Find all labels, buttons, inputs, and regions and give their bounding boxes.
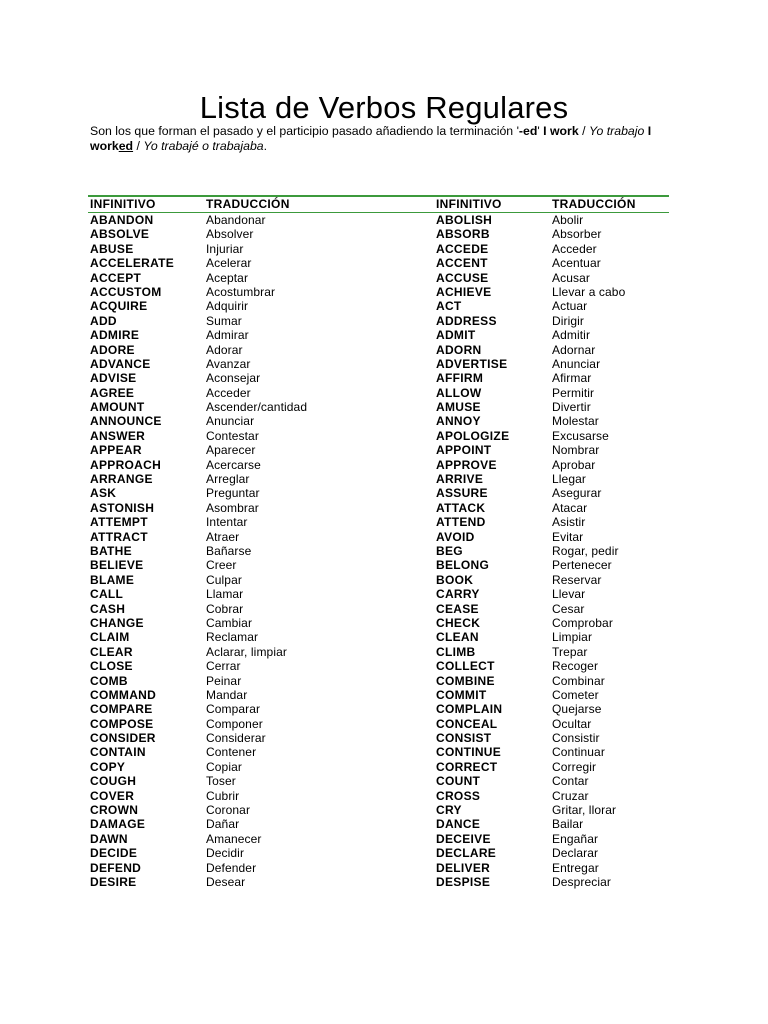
verb-infinitive-left: ADD bbox=[90, 313, 117, 328]
verb-translation-left: Injuriar bbox=[206, 241, 244, 256]
verb-translation-left: Aparecer bbox=[206, 443, 256, 458]
page-title: Lista de Verbos Regulares bbox=[199, 90, 569, 125]
verb-infinitive-left: ATTRACT bbox=[90, 529, 148, 544]
table-row bbox=[88, 745, 669, 759]
verb-translation-left: Acercarse bbox=[206, 457, 261, 472]
verb-infinitive-right: COUNT bbox=[436, 774, 481, 789]
verb-infinitive-left: COMMAND bbox=[90, 687, 157, 702]
verb-infinitive-left: COUGH bbox=[90, 774, 137, 789]
verb-infinitive-right: DESPISE bbox=[436, 874, 491, 889]
verb-translation-right: Rogar, pedir bbox=[552, 543, 619, 558]
verb-translation-left: Coronar bbox=[206, 803, 251, 818]
table-row bbox=[88, 789, 669, 803]
verb-infinitive-right: ARRIVE bbox=[436, 472, 484, 487]
verb-translation-right: Adornar bbox=[552, 342, 596, 357]
header-infinitive-left: INFINITIVO bbox=[90, 197, 156, 211]
intro-text-1: Son los que forman el pasado y el participio pasado añadiendo la terminación ' bbox=[90, 124, 519, 138]
verb-infinitive-right: BEG bbox=[436, 543, 463, 558]
verb-translation-right: Entregar bbox=[552, 860, 599, 875]
verb-infinitive-right: COLLECT bbox=[436, 659, 495, 674]
verb-translation-left: Mandar bbox=[206, 687, 248, 702]
verb-infinitive-left: ADVANCE bbox=[90, 356, 151, 371]
table-row bbox=[88, 616, 669, 630]
verb-infinitive-right: ADORN bbox=[436, 342, 482, 357]
verb-translation-left: Acceder bbox=[206, 385, 251, 400]
verb-infinitive-left: ABSOLVE bbox=[90, 227, 150, 242]
table-row bbox=[88, 299, 669, 313]
verb-translation-right: Divertir bbox=[552, 400, 591, 415]
table-row bbox=[88, 573, 669, 587]
verb-infinitive-left: COVER bbox=[90, 788, 135, 803]
verbs-table bbox=[88, 195, 669, 889]
table-row bbox=[88, 861, 669, 875]
intro-ending-ed: -ed bbox=[518, 124, 538, 138]
verb-infinitive-right: CLIMB bbox=[436, 644, 476, 659]
verb-translation-left: Dañar bbox=[206, 817, 240, 832]
table-row bbox=[88, 731, 669, 745]
table-row bbox=[88, 530, 669, 544]
table-row bbox=[88, 458, 669, 472]
verb-infinitive-right: COMMIT bbox=[436, 687, 487, 702]
verb-translation-right: Declarar bbox=[552, 846, 599, 861]
verb-translation-right: Anunciar bbox=[552, 356, 601, 371]
verb-infinitive-left: DAMAGE bbox=[90, 817, 146, 832]
verb-infinitive-right: ATTACK bbox=[436, 500, 486, 515]
intro-period: . bbox=[263, 139, 268, 153]
verb-translation-left: Reclamar bbox=[206, 630, 259, 645]
table-row bbox=[88, 328, 669, 342]
verb-infinitive-right: CRY bbox=[436, 803, 462, 818]
verb-infinitive-left: DESIRE bbox=[90, 874, 137, 889]
verb-translation-right: Llevar bbox=[552, 587, 586, 602]
verb-infinitive-right: ACCEDE bbox=[436, 241, 489, 256]
verb-infinitive-left: CLEAR bbox=[90, 644, 133, 659]
table-row bbox=[88, 227, 669, 241]
verb-infinitive-left: ACQUIRE bbox=[90, 299, 148, 314]
verb-translation-left: Bañarse bbox=[206, 543, 252, 558]
verb-translation-right: Cometer bbox=[552, 687, 599, 702]
table-row bbox=[88, 702, 669, 716]
verb-infinitive-left: DEFEND bbox=[90, 860, 142, 875]
verb-infinitive-right: AFFIRM bbox=[436, 371, 484, 386]
table-row bbox=[88, 688, 669, 702]
table-row bbox=[88, 674, 669, 688]
verb-translation-right: Pertenecer bbox=[552, 558, 612, 573]
verb-infinitive-left: ACCEPT bbox=[90, 270, 142, 285]
verb-infinitive-right: APOLOGIZE bbox=[436, 428, 510, 443]
table-row bbox=[88, 443, 669, 457]
verb-infinitive-right: APPROVE bbox=[436, 457, 497, 472]
verb-infinitive-right: ALLOW bbox=[436, 385, 482, 400]
verb-translation-left: Copiar bbox=[206, 759, 242, 774]
verb-infinitive-left: ATTEMPT bbox=[90, 515, 148, 530]
table-row bbox=[88, 486, 669, 500]
table-row bbox=[88, 544, 669, 558]
table-header-row bbox=[88, 197, 669, 212]
verb-infinitive-left: CONTAIN bbox=[90, 745, 146, 760]
verb-infinitive-left: CONSIDER bbox=[90, 731, 156, 746]
verb-infinitive-left: ADORE bbox=[90, 342, 135, 357]
verb-infinitive-left: ADMIRE bbox=[90, 328, 140, 343]
verb-translation-right: Admitir bbox=[552, 328, 591, 343]
verb-translation-right: Combinar bbox=[552, 673, 605, 688]
verb-infinitive-left: DAWN bbox=[90, 831, 128, 846]
verb-translation-right: Asegurar bbox=[552, 486, 602, 501]
verb-infinitive-left: CALL bbox=[90, 587, 124, 602]
verb-infinitive-right: ADMIT bbox=[436, 328, 476, 343]
table-row bbox=[88, 314, 669, 328]
verb-infinitive-left: ABUSE bbox=[90, 241, 134, 256]
verb-translation-left: Llamar bbox=[206, 587, 244, 602]
verb-translation-left: Acelerar bbox=[206, 256, 252, 271]
verb-infinitive-left: ASK bbox=[90, 486, 117, 501]
verb-translation-right: Corregir bbox=[552, 759, 597, 774]
verb-translation-right: Despreciar bbox=[552, 874, 612, 889]
verb-translation-left: Asombrar bbox=[206, 500, 259, 515]
table-row bbox=[88, 803, 669, 817]
verb-infinitive-left: CLAIM bbox=[90, 630, 130, 645]
table-row bbox=[88, 343, 669, 357]
table-row bbox=[88, 558, 669, 572]
verb-infinitive-left: BATHE bbox=[90, 543, 132, 558]
verb-translation-left: Decidir bbox=[206, 846, 245, 861]
verb-translation-left: Considerar bbox=[206, 731, 266, 746]
verb-infinitive-left: ARRANGE bbox=[90, 472, 153, 487]
verb-translation-right: Cesar bbox=[552, 601, 585, 616]
header-infinitive-right: INFINITIVO bbox=[436, 197, 502, 211]
table-row bbox=[88, 400, 669, 414]
verb-translation-right: Engañar bbox=[552, 831, 599, 846]
verb-translation-right: Limpiar bbox=[552, 630, 593, 645]
verb-translation-left: Creer bbox=[206, 558, 237, 573]
verb-translation-left: Atraer bbox=[206, 529, 240, 544]
verb-infinitive-left: AGREE bbox=[90, 385, 135, 400]
table-row bbox=[88, 846, 669, 860]
verb-infinitive-right: BELONG bbox=[436, 558, 490, 573]
verb-translation-right: Continuar bbox=[552, 745, 605, 760]
verb-infinitive-right: CONTINUE bbox=[436, 745, 502, 760]
verb-infinitive-right: ADVERTISE bbox=[436, 356, 508, 371]
verb-infinitive-right: CROSS bbox=[436, 788, 481, 803]
verb-infinitive-left: ASTONISH bbox=[90, 500, 155, 515]
verb-infinitive-right: DELIVER bbox=[436, 860, 491, 875]
verb-translation-left: Sumar bbox=[206, 313, 242, 328]
table-row bbox=[88, 285, 669, 299]
verb-translation-right: Trepar bbox=[552, 644, 588, 659]
table-row bbox=[88, 645, 669, 659]
table-row bbox=[88, 256, 669, 270]
verb-infinitive-left: DECIDE bbox=[90, 846, 138, 861]
verb-translation-left: Intentar bbox=[206, 515, 248, 530]
verb-infinitive-right: ADDRESS bbox=[436, 313, 497, 328]
verb-infinitive-right: CLEAN bbox=[436, 630, 479, 645]
verb-infinitive-left: ANNOUNCE bbox=[90, 414, 162, 429]
table-row bbox=[88, 501, 669, 515]
verb-infinitive-left: BELIEVE bbox=[90, 558, 144, 573]
table-row bbox=[88, 602, 669, 616]
verb-infinitive-right: DECEIVE bbox=[436, 831, 491, 846]
verb-translation-left: Adorar bbox=[206, 342, 243, 357]
verb-translation-right: Consistir bbox=[552, 731, 600, 746]
verb-infinitive-left: APPEAR bbox=[90, 443, 142, 458]
verb-translation-right: Absorber bbox=[552, 227, 602, 242]
verb-infinitive-right: ACCUSE bbox=[436, 270, 489, 285]
verb-translation-left: Toser bbox=[206, 774, 236, 789]
verb-translation-left: Peinar bbox=[206, 673, 242, 688]
verb-translation-left: Admirar bbox=[206, 328, 249, 343]
verb-translation-right: Llevar a cabo bbox=[552, 284, 626, 299]
verb-translation-left: Cambiar bbox=[206, 615, 253, 630]
verb-translation-left: Comparar bbox=[206, 702, 261, 717]
table-row bbox=[88, 429, 669, 443]
verb-infinitive-right: APPOINT bbox=[436, 443, 492, 458]
intro-translation-past: Yo trabajé o trabajaba bbox=[143, 139, 264, 153]
verb-translation-right: Contar bbox=[552, 774, 589, 789]
verb-infinitive-left: APPROACH bbox=[90, 457, 162, 472]
verb-infinitive-right: ABSORB bbox=[436, 227, 490, 242]
verb-translation-left: Adquirir bbox=[206, 299, 249, 314]
verb-translation-left: Absolver bbox=[206, 227, 254, 242]
verb-translation-left: Desear bbox=[206, 874, 246, 889]
verb-translation-left: Componer bbox=[206, 716, 263, 731]
verb-translation-right: Acceder bbox=[552, 241, 597, 256]
verb-translation-left: Preguntar bbox=[206, 486, 260, 501]
verb-translation-right: Llegar bbox=[552, 472, 586, 487]
table-row bbox=[88, 717, 669, 731]
verb-translation-right: Abolir bbox=[552, 213, 584, 227]
verb-translation-left: Amanecer bbox=[206, 831, 262, 846]
verb-translation-right: Reservar bbox=[552, 572, 602, 587]
verb-infinitive-left: CHANGE bbox=[90, 615, 144, 630]
table-row bbox=[88, 774, 669, 788]
verb-infinitive-left: COMPARE bbox=[90, 702, 153, 717]
verb-infinitive-left: CLOSE bbox=[90, 659, 133, 674]
verb-infinitive-left: ADVISE bbox=[90, 371, 137, 386]
verb-translation-left: Aceptar bbox=[206, 270, 249, 285]
verb-translation-right: Excusarse bbox=[552, 428, 609, 443]
table-row bbox=[88, 760, 669, 774]
verb-translation-right: Evitar bbox=[552, 529, 584, 544]
table-row bbox=[88, 659, 669, 673]
table-row bbox=[88, 213, 669, 227]
table-row bbox=[88, 414, 669, 428]
table-body bbox=[88, 213, 669, 889]
verb-infinitive-left: AMOUNT bbox=[90, 400, 145, 415]
verb-infinitive-right: COMBINE bbox=[436, 673, 495, 688]
verb-infinitive-right: ACCENT bbox=[436, 256, 488, 271]
table-row bbox=[88, 386, 669, 400]
intro-example-i-work: I work bbox=[543, 124, 579, 138]
table-row bbox=[88, 271, 669, 285]
verb-infinitive-right: ASSURE bbox=[436, 486, 488, 501]
verb-infinitive-left: CASH bbox=[90, 601, 126, 616]
verb-translation-left: Arreglar bbox=[206, 472, 250, 487]
table-row bbox=[88, 875, 669, 889]
verb-infinitive-right: BOOK bbox=[436, 572, 474, 587]
verb-translation-left: Anunciar bbox=[206, 414, 255, 429]
verb-infinitive-right: ANNOY bbox=[436, 414, 481, 429]
verb-infinitive-right: DECLARE bbox=[436, 846, 497, 861]
verb-translation-left: Defender bbox=[206, 860, 257, 875]
verb-infinitive-right: ACHIEVE bbox=[436, 284, 492, 299]
verb-translation-right: Quejarse bbox=[552, 702, 602, 717]
table-row bbox=[88, 357, 669, 371]
verb-infinitive-right: CONCEAL bbox=[436, 716, 498, 731]
verb-translation-left: Cobrar bbox=[206, 601, 244, 616]
table-row bbox=[88, 472, 669, 486]
verb-translation-left: Cerrar bbox=[206, 659, 241, 674]
verb-infinitive-right: CONSIST bbox=[436, 731, 492, 746]
verb-translation-left: Cubrir bbox=[206, 788, 240, 803]
verb-translation-left: Abandonar bbox=[206, 213, 266, 227]
verb-translation-right: Comprobar bbox=[552, 615, 613, 630]
table-row bbox=[88, 242, 669, 256]
verb-infinitive-left: ABANDON bbox=[90, 213, 154, 227]
verb-translation-right: Asistir bbox=[552, 515, 586, 530]
verb-infinitive-right: AMUSE bbox=[436, 400, 481, 415]
verb-infinitive-right: COMPLAIN bbox=[436, 702, 503, 717]
verb-infinitive-left: ACCUSTOM bbox=[90, 284, 162, 299]
verb-infinitive-left: CROWN bbox=[90, 803, 139, 818]
verb-translation-right: Gritar, llorar bbox=[552, 803, 617, 818]
verb-infinitive-right: ATTEND bbox=[436, 515, 486, 530]
verb-infinitive-left: COPY bbox=[90, 759, 126, 774]
intro-paragraph bbox=[90, 124, 680, 154]
intro-separator-1: / bbox=[578, 124, 589, 138]
verb-translation-right: Atacar bbox=[552, 500, 588, 515]
table-row bbox=[88, 587, 669, 601]
verb-infinitive-right: CEASE bbox=[436, 601, 479, 616]
verb-infinitive-right: ACT bbox=[436, 299, 462, 314]
verb-infinitive-right: ABOLISH bbox=[436, 213, 493, 227]
verb-infinitive-left: COMB bbox=[90, 673, 128, 688]
verb-translation-right: Actuar bbox=[552, 299, 588, 314]
verb-infinitive-left: ACCELERATE bbox=[90, 256, 175, 271]
verb-translation-left: Acostumbrar bbox=[206, 284, 276, 299]
verb-infinitive-left: BLAME bbox=[90, 572, 135, 587]
verb-translation-left: Aclarar, limpiar bbox=[206, 644, 287, 659]
verb-translation-right: Recoger bbox=[552, 659, 599, 674]
table-row bbox=[88, 832, 669, 846]
intro-example-verb-stem: work bbox=[90, 139, 119, 153]
table-row bbox=[88, 371, 669, 385]
verb-translation-right: Acusar bbox=[552, 270, 590, 285]
verb-translation-left: Ascender/cantidad bbox=[206, 400, 308, 415]
table-row bbox=[88, 515, 669, 529]
verb-translation-left: Avanzar bbox=[206, 356, 251, 371]
verb-infinitive-right: AVOID bbox=[436, 529, 475, 544]
intro-text-2: ' bbox=[537, 124, 544, 138]
table-row bbox=[88, 817, 669, 831]
verb-translation-right: Afirmar bbox=[552, 371, 592, 386]
verb-infinitive-right: DANCE bbox=[436, 817, 481, 832]
verb-translation-right: Dirigir bbox=[552, 313, 585, 328]
verb-translation-left: Contestar bbox=[206, 428, 259, 443]
intro-example-pronoun: I bbox=[647, 124, 652, 138]
verb-translation-right: Aprobar bbox=[552, 457, 596, 472]
verb-infinitive-left: ANSWER bbox=[90, 428, 146, 443]
header-translation-right: TRADUCCIÓN bbox=[552, 197, 636, 211]
verb-translation-right: Molestar bbox=[552, 414, 599, 429]
verb-translation-right: Nombrar bbox=[552, 443, 600, 458]
table-row bbox=[88, 630, 669, 644]
verb-infinitive-right: CHECK bbox=[436, 615, 481, 630]
verb-infinitive-right: CORRECT bbox=[436, 759, 498, 774]
verb-infinitive-left: COMPOSE bbox=[90, 716, 154, 731]
verb-translation-right: Acentuar bbox=[552, 256, 601, 271]
verb-translation-left: Aconsejar bbox=[206, 371, 261, 386]
verb-translation-right: Ocultar bbox=[552, 716, 592, 731]
header-translation-left: TRADUCCIÓN bbox=[206, 197, 290, 211]
verb-translation-right: Bailar bbox=[552, 817, 584, 832]
verb-translation-left: Contener bbox=[206, 745, 257, 760]
intro-separator-2: / bbox=[133, 139, 144, 153]
verb-translation-right: Cruzar bbox=[552, 788, 589, 803]
verb-translation-left: Culpar bbox=[206, 572, 242, 587]
intro-example-verb-suffix: ed bbox=[118, 139, 134, 153]
verb-translation-right: Permitir bbox=[552, 385, 595, 400]
verb-infinitive-right: CARRY bbox=[436, 587, 480, 602]
intro-translation-present: Yo trabajo bbox=[588, 124, 645, 138]
